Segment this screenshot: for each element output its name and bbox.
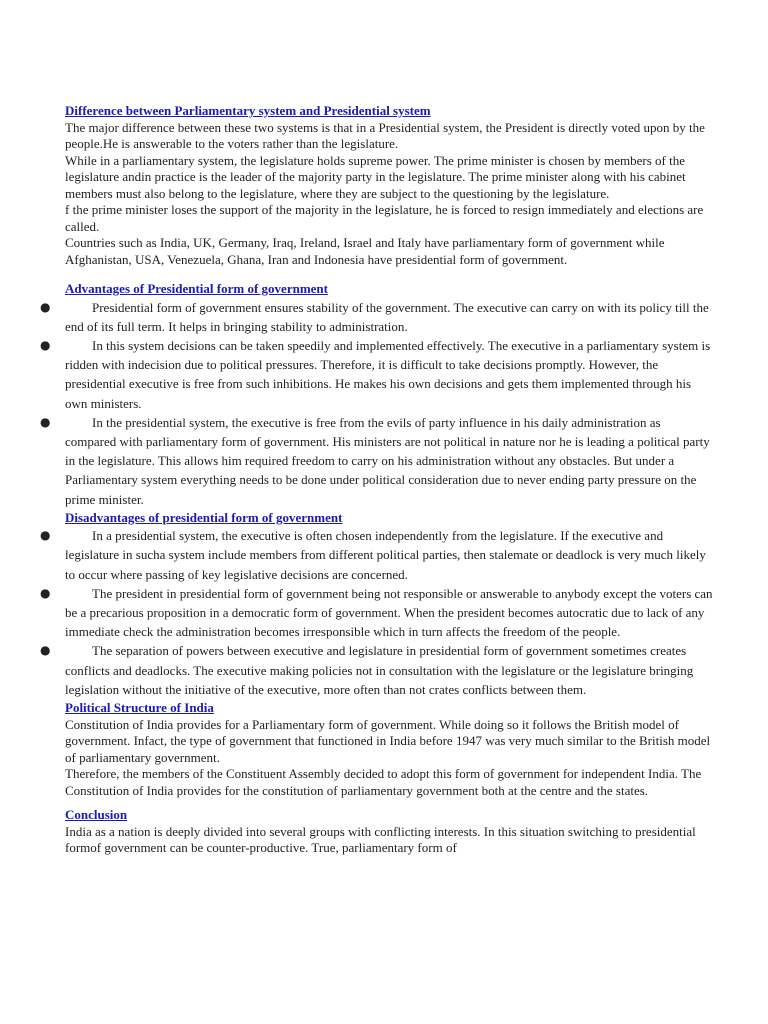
list-item-text: In a presidential system, the executive is often chosen independently from the legislature. If the executive and legislature in sucha system include members from different political parties, then stalemate or deadlock is very much likely to occur where passing of key legislative decisions are concerned. [65,528,706,582]
bullet-icon: ● [40,414,51,429]
paragraph: The major difference between these two systems is that in a Presidential system, the President is directly voted upon by the people.He is answerable to the voters rather than the legislature. [65,119,705,151]
heading-advantages[interactable]: Advantages of Presidential form of government [65,281,328,296]
list-item [40,298,715,336]
section-advantages [40,281,715,509]
section-political-structure [65,700,715,799]
heading-political-structure[interactable]: Political Structure of India [65,700,214,716]
list-item-text: The president in presidential form of government being not responsible or answerable to anybody except the voters can be a precarious proposition in a democratic form of government. When the president becomes autocratic due to lack of any immediate check the administration becomes irresponsible which in turn affects the freedom of the people. [65,585,713,640]
paragraph: While in a parliamentary system, the legislature holds supreme power. The prime minister is chosen by members of the legislature andin practice is the leader of the majority party in the legislature. The prime minister along with his cabinet members must also belong to the legislature, where they are subject to the questioning by the legislature. [65,152,686,201]
bullet-icon: ● [40,643,51,658]
list-item [40,584,715,642]
section-disadvantages [40,509,715,699]
list-item [40,413,715,509]
heading-conclusion[interactable]: Conclusion [65,807,128,823]
bullet-icon: ● [40,299,51,314]
section-difference [65,103,715,268]
list-item [40,336,715,413]
list-item-text: In this system decisions can be taken speedily and implemented effectively. The executive in a parliamentary system is ridden with indecision due to political pressures. Therefore, it is difficult to take decisions promptly. However, the presidential executive is free from such inhibitions. He makes his own decisions and gets them implemented through his own ministers. [65,337,711,411]
heading-disadvantages[interactable]: Disadvantages of presidential form of government [65,509,343,525]
document-content [40,103,715,857]
bullet-icon: ● [40,337,51,352]
bullet-icon: ● [40,585,51,600]
list-item-text: The separation of powers between executive and legislature in presidential form of government sometimes creates conflicts and deadlocks. The executive making policies not in consultation with the legislature or the legislature bringing legislation without the initiative of the executive, more often than not crates conflicts between them. [65,643,694,697]
list-item [40,526,715,584]
list-item-text: Presidential form of government ensures stability of the government. The executive can carry on with its policy till the end of its full term. It helps in bringing stability to administration. [65,299,709,334]
paragraph: f the prime minister loses the support of the majority in the legislature, he is forced to resign immediately and elections are called. [65,202,704,234]
heading-difference[interactable]: Difference between Parliamentary system and Presidential system [65,103,431,118]
paragraph: Constitution of India provides for a Parliamentary form of government. While doing so it follows the British model of government. Infact, the type of government that functioned in India before 1947 was very much similar to the British model of parliamentary government. [65,716,711,765]
bullet-icon: ● [40,528,51,543]
list-item-text: In the presidential system, the executive is free from the evils of party influence in his daily administration as compared with parliamentary form of government. His ministers are not political in nature nor he is leading a political party in the legislature. This allows him required freedom to carry on his administration without any obstacles. But under a Parliamentary system everything needs to be done under political consideration due to never ending party pressure on the prime minister. [65,414,710,507]
section-conclusion [65,807,715,857]
list-item [40,641,715,699]
paragraph: India as a nation is deeply divided into several groups with conflicting interests. In this situation switching to presidential formof government can be counter-productive. True, parliamentary form of [65,823,696,856]
paragraph: Countries such as India, UK, Germany, Iraq, Ireland, Israel and Italy have parliamentary form of government while Afghanistan, USA, Venezuela, Ghana, Iran and Indonesia have presidential form of government. [65,235,665,267]
paragraph: Therefore, the members of the Constituent Assembly decided to adopt this form of government for independent India. The Constitution of India provides for the constitution of parliamentary government both at the centre and the states. [65,766,702,798]
